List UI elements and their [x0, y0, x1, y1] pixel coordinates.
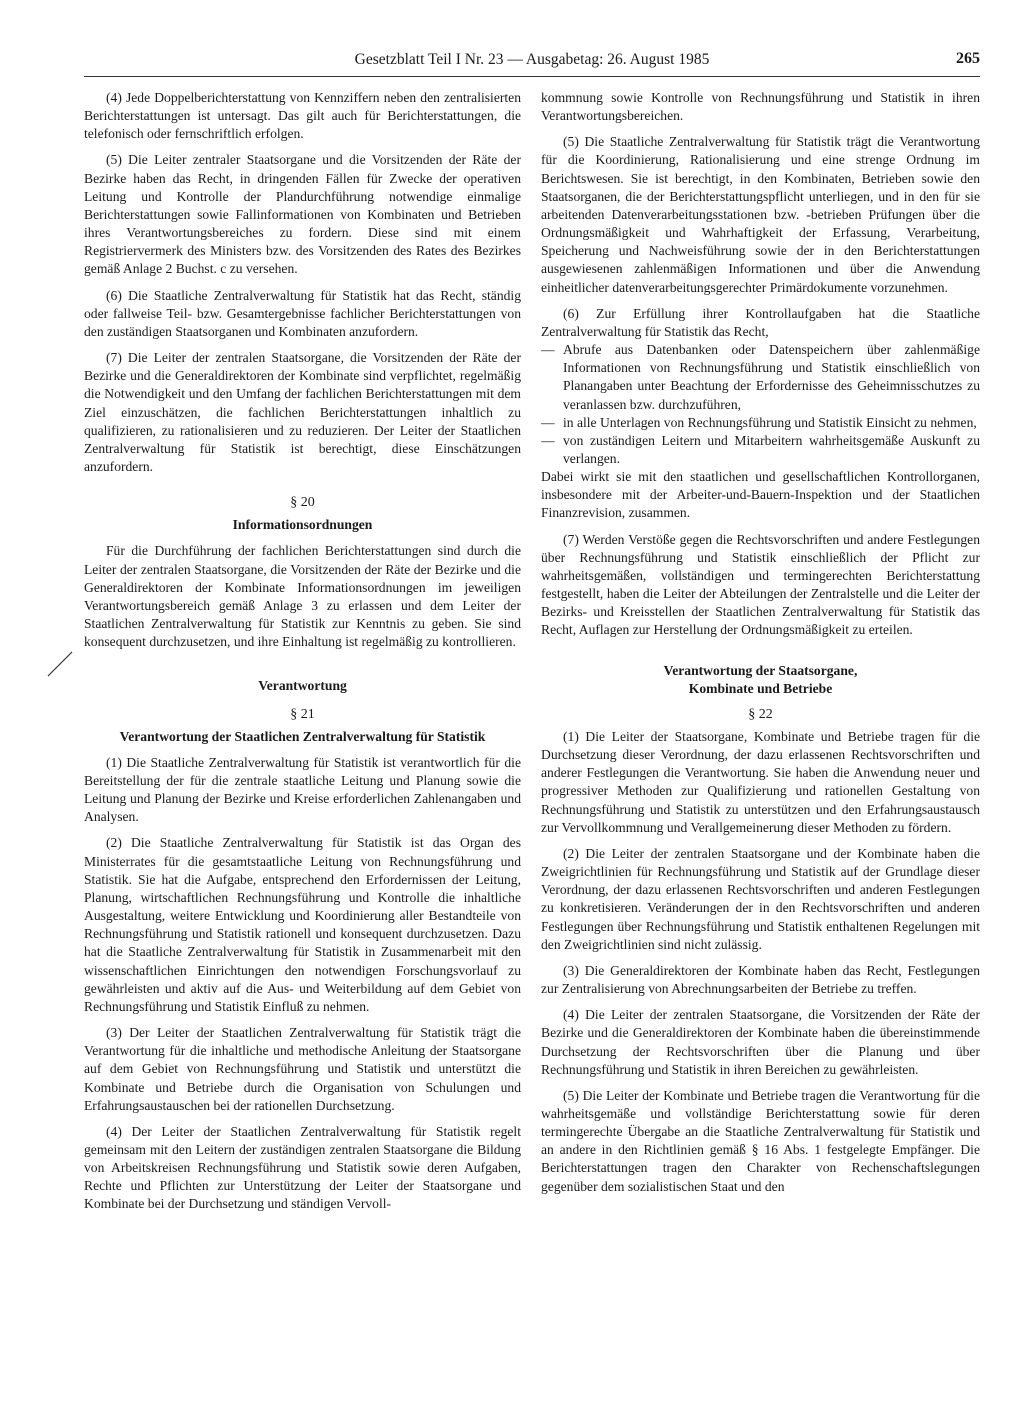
margin-pencil-mark: [46, 648, 76, 678]
right-column: [541, 89, 980, 1204]
header-title: Gesetzblatt Teil I Nr. 23 — Ausgabetag: 26. August 1985: [354, 51, 710, 68]
paragraph-21-1: (1) Die Staatliche Zentralverwaltung für Statistik ist verantwortlich für die Bereitstellung der für die zentrale staatliche Leitung und Planung sowie die Leitung und Planung der Bezirke und Kreise erforderlichen Zahlenangaben und Analysen.: [84, 754, 521, 825]
paragraph-22-5: (5) Die Leiter der Kombinate und Betriebe tragen die Verantwortung für die wahrheitsgemäße und vollständige Berichterstattung sowie für deren termingerechte Übergabe an die Staatliche Zentralverwaltung für Statistik und an andere in den Richtlinien gemäß § 16 Abs. 1 festgelegte Empfänger. Die Berichterstattungen tragen den Charakter von Rechenschaftslegungen gegenüber dem sozialistischen Staat und den: [541, 1087, 980, 1194]
page-number: 265: [956, 50, 980, 67]
paragraph-21-4-continued: kommnung sowie Kontrolle von Rechnungsführung und Statistik in ihren Verantwortungsbereichen.: [541, 90, 980, 124]
paragraph-22-1: (1) Die Leiter der Staatsorgane, Kombinate und Betriebe tragen für die Durchsetzung dieser Verordnung, der dazu erlassenen Rechtsvorschriften und anderer Festlegungen die Verantwortung. Sie haben die Anwendung neuer und progressiver Methoden zur Qualifizierung und rationellen Gestaltung von Rechnungsführung und Statistik zu unterstützen und den Erfahrungsaustausch zur Vervollkommnung und Verallgemeinerung dieser Methoden zu fördern.: [541, 729, 980, 835]
paragraph-22-2: (2) Die Leiter der zentralen Staatsorgane und der Kombinate haben die Zweigrichtlinien für Rechnungsführung und Statistik auf der Grundlage dieser Verordnung, der dazu erlassenen Rechtsvorschriften und anderen Festlegungen zu konkretisieren. Veränderungen der in den Rechtsvorschriften und anderen Festlegungen über Rechnungsführung und Statistik enthaltenen Regelungen mit den Zweigrichtlinien sind nicht zulässig.: [541, 845, 980, 952]
paragraph-19-5: (5) Die Leiter zentraler Staatsorgane und die Vorsitzenden der Räte der Bezirke haben das Recht, in dringenden Fällen für Zwecke der operativen Leitung und Kontrolle der Plandurchführung notwendige einmalige Berichterstattungen sowie Fallinformationen von Kombinaten und Betrieben ihres Verantwortungsbereiches zu fordern. Diese sind mit einem Registriervermerk des Ministers bzw. des Vorsitzenden des Rates des Bezirkes gemäß Anlage 2 Buchst. c zu versehen.: [84, 152, 521, 277]
list-item: [541, 432, 980, 468]
section-22-heading-line2: Kombinate und Betriebe: [688, 680, 833, 696]
dash-mark: —: [541, 414, 555, 430]
paragraph-22-3: (3) Die Generaldirektoren der Kombinate haben das Recht, Festlegungen zur Zentralisierung von Abrechnungsarbeiten der Betriebe zu treffen.: [541, 962, 980, 997]
paragraph-21-6-closing: Dabei wirkt sie mit den staatlichen und gesellschaftlichen Kontrollorganen, insbesondere mit der Arbeiter-und-Bauern-Inspektion und der Staatlichen Finanzrevision, zusammen.: [541, 469, 980, 521]
list-item-text: von zuständigen Leitern und Mitarbeitern wahrheitsgemäße Auskunft zu verlangen.: [563, 432, 980, 466]
header-rule: [84, 76, 980, 77]
paragraph-22-4: (4) Die Leiter der zentralen Staatsorgane, die Vorsitzenden der Räte der Bezirke und die Generaldirektoren der Kombinate haben die übereinstimmende Durchsetzung der Rechtsvorschriften über die Planung und über Rechnungsführung und Statistik in ihren Bereichen zu gewährleisten.: [541, 1007, 980, 1077]
paragraph-21-6: (6) Zur Erfüllung ihrer Kontrollaufgaben hat die Staatliche Zentralverwaltung für Statistik das Recht,: [541, 305, 980, 339]
section-22-heading-line1: Verantwortung der Staatsorgane,: [663, 662, 858, 678]
paragraph-19-7: (7) Die Leiter der zentralen Staatsorgane, die Vorsitzenden der Räte der Bezirke und die Generaldirektoren der Kombinate sind verpflichtet, regelmäßig die Notwendigkeit und den Umfang der fachlichen Berichterstattungen mit dem Ziel einzuschätzen, die fachlichen Berichterstattungen inhaltlich zu qualifizieren, zu rationalisieren und zu reduzieren. Der Leiter der Staatlichen Zentralverwaltung für Statistik ist berechtigt, diese Einschätzungen anzufordern.: [84, 350, 521, 474]
paragraph-21-2: (2) Die Staatliche Zentralverwaltung für Statistik ist das Organ des Ministerrates für die gesamtstaatliche Leitung von Rechnungsführung und Statistik. Sie hat die Aufgabe, entsprechend den Erfordernissen der Leitung, Planung, wirtschaftlichen Rechnungsführung und Kontrolle die inhaltliche Ausgestaltung, weitere Entwicklung und Koordinierung aller Bestandteile von Rechnungsführung und Statistik rationell und konsequent durchzusetzen. Dazu hat die Staatliche Zentralverwaltung für Statistik in Zusammenarbeit mit den wissenschaftlichen Einrichtungen den notwendigen Forschungsvorlauf zu gewährleisten und aktiv auf die Aus- und Weiterbildung auf dem Gebiet von Rechnungsführung und Statistik Einfluß zu nehmen.: [84, 835, 521, 1014]
paragraph-21-3: (3) Der Leiter der Staatlichen Zentralverwaltung für Statistik trägt die Verantwortung für die inhaltliche und methodische Anleitung der Staatsorgane auf dem Gebiet von Rechnungsführung und Statistik und unterstützt die Kombinate und Betriebe durch die Organisation von Schulungen und Erfahrungsaustauschen bei der rationellen Durchsetzung.: [84, 1025, 521, 1113]
section-21-title: Verantwortung der Staatlichen Zentralverwaltung für Statistik: [119, 728, 486, 744]
left-column: [84, 89, 521, 1222]
list-item: [541, 414, 980, 432]
section-heading-verantwortung: Verantwortung: [258, 678, 347, 694]
dash-mark: —: [541, 432, 555, 448]
section-22-sign: § 22: [748, 706, 773, 722]
list-item: [541, 341, 980, 414]
dash-mark: —: [541, 342, 555, 358]
paragraph-21-7: (7) Werden Verstöße gegen die Rechtsvorschriften und andere Festlegungen über Rechnungsführung und Statistik einschließlich der Pflicht zur wahrheitsgemäßen, vollständigen und termingerechten Berichterstattung festgestellt, haben die Leiter der Abteilungen der Zentralstelle und die Leiter der Bezirks- und Kreisstellen der Staatlichen Zentralverwaltung für Statistik das Recht, Auflagen zur Herstellung der Ordnungsmäßigkeit zu erteilen.: [541, 531, 980, 638]
paragraph-19-4: (4) Jede Doppelberichterstattung von Kennziffern neben den zentralisierten Berichterstattungen ist untersagt. Das gilt auch für Berichterstattungen, die telefonisch oder fernschriftlich erfolgen.: [84, 90, 521, 142]
paragraph-21-4: (4) Der Leiter der Staatlichen Zentralverwaltung für Statistik regelt gemeinsam mit den Leitern der zuständigen zentralen Staatsorgane die Bildung von Arbeitskreisen Rechnungsführung und Statistik sowie deren Aufgaben, Rechte und Pflichten zur Unterstützung der Leiter der Staatsorgane und Kombinate bei der Durchsetzung und ständigen Vervoll-: [84, 1123, 521, 1212]
page-header: [84, 50, 980, 74]
section-20-title: Informationsordnungen: [232, 517, 373, 533]
section-21-sign: § 21: [290, 706, 315, 722]
paragraph-20: Für die Durchführung der fachlichen Berichterstattungen sind durch die Leiter der zentralen Staatsorgane, die Vorsitzenden der Räte der Bezirke und die Generaldirektoren der Kombinate Informationsordnungen im jeweiligen Verantwortungsbereich gemäß Anlage 3 zu erlassen und dem Leiter der Staatlichen Zentralverwaltung für Statistik zur Kenntnis zu geben. Sie sind konsequent durchzusetzen, und ihre Einhaltung ist regelmäßig zu kontrollieren.: [84, 543, 521, 650]
section-20-sign: § 20: [290, 495, 315, 511]
paragraph-19-6: (6) Die Staatliche Zentralverwaltung für Statistik hat das Recht, ständig oder fallweise Teil- bzw. Gesamtergebnisse fachlicher Berichterstattungen von den zuständigen Staatsorganen und Kombinaten anzufordern.: [84, 287, 521, 339]
rights-list: [541, 341, 980, 468]
list-item-text: in alle Unterlagen von Rechnungsführung und Statistik Einsicht zu nehmen,: [563, 414, 977, 430]
paragraph-21-5: (5) Die Staatliche Zentralverwaltung für Statistik trägt die Verantwortung für die Koordinierung, Rationalisierung und eine strenge Ordnung im Berichtswesen. Sie ist berechtigt, in den Kombinaten, Betrieben sowie den Staatsorganen, die der Berichterstattungspflicht unterliegen, und in den für sie arbeitenden Datenverarbeitungsstationen bzw. -betrieben Prüfungen über die Ordnungsmäßigkeit und Wahrhaftigkeit der Erfassung, Verarbeitung, Speicherung und Nachweisführung sowie der in den Berichterstattungen ausgewiesenen zahlenmäßigen Informationen und über die Anwendung einheitlicher datenverarbeitungsgerechter Primärdokumente vorzunehmen.: [541, 134, 980, 295]
list-item-text: Abrufe aus Datenbanken oder Datenspeichern über zahlenmäßige Informationen von Rechnungsführung und Statistik einschließlich von Planangaben unter Beachtung der Erfordernisse des Geheimnisschutzes zu veranlassen bzw. durchzuführen,: [563, 342, 980, 412]
